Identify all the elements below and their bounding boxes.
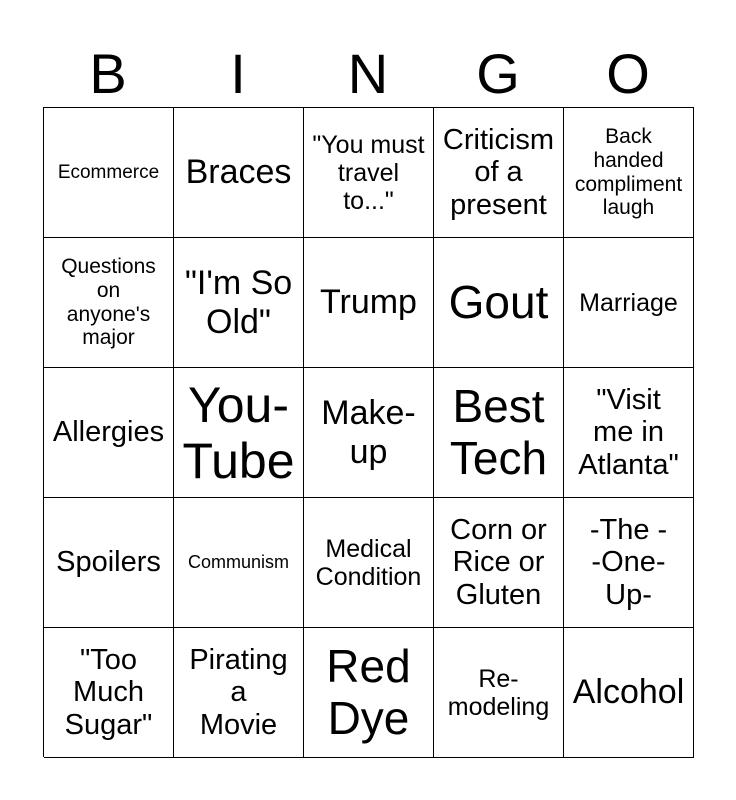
cell-label: "I'm So Old" <box>184 264 293 341</box>
bingo-cell[interactable] <box>434 368 564 498</box>
cell-label: Back handed compliment laugh <box>574 125 683 220</box>
cell-label: Communism <box>187 552 289 573</box>
bingo-cell[interactable] <box>304 108 434 238</box>
cell-label: Marriage <box>579 288 678 317</box>
cell-label: Make- up <box>321 394 416 471</box>
bingo-board <box>43 107 694 757</box>
bingo-cell[interactable] <box>434 108 564 238</box>
bingo-cell[interactable] <box>44 498 174 628</box>
cell-label: Alcohol <box>572 673 685 712</box>
bingo-cell[interactable] <box>304 368 434 498</box>
bingo-cell[interactable] <box>564 498 694 628</box>
bingo-cell[interactable] <box>434 498 564 628</box>
bingo-cell[interactable] <box>174 108 304 238</box>
bingo-cell[interactable] <box>434 238 564 368</box>
bingo-cell[interactable] <box>564 238 694 368</box>
bingo-header <box>43 40 693 108</box>
bingo-cell[interactable] <box>174 628 304 758</box>
header-letter-n: N <box>347 42 389 105</box>
header-letter-i: I <box>230 42 246 105</box>
cell-label: Braces <box>185 153 292 192</box>
cell-label: Best Tech <box>449 379 548 484</box>
cell-label: Corn or Rice or Gluten <box>450 513 547 611</box>
cell-label: Criticism of a present <box>442 123 555 221</box>
bingo-cell[interactable] <box>304 628 434 758</box>
cell-label: "Too Much Sugar" <box>64 643 153 741</box>
header-letter-b: B <box>89 42 127 105</box>
bingo-cell[interactable] <box>174 368 304 498</box>
cell-label: Ecommerce <box>57 161 160 183</box>
bingo-cell[interactable] <box>44 238 174 368</box>
cell-label: "You must travel to..." <box>312 130 425 215</box>
header-letter-g: G <box>476 42 520 105</box>
cell-label: "Visit me in Atlanta" <box>578 383 679 481</box>
bingo-cell[interactable] <box>174 238 304 368</box>
bingo-cell[interactable] <box>44 628 174 758</box>
bingo-cell[interactable] <box>304 238 434 368</box>
cell-label: Red Dye <box>326 639 411 744</box>
bingo-cell[interactable] <box>564 368 694 498</box>
bingo-cell[interactable] <box>304 498 434 628</box>
bingo-cell[interactable] <box>174 498 304 628</box>
bingo-cell[interactable] <box>564 108 694 238</box>
cell-label: Pirating a Movie <box>189 643 288 741</box>
cell-label: Questions on anyone's major <box>61 255 156 350</box>
cell-label: Spoilers <box>56 546 161 579</box>
cell-label: You- Tube <box>182 376 295 489</box>
cell-label: Re- modeling <box>447 664 550 721</box>
bingo-cell[interactable] <box>44 108 174 238</box>
header-letter-o: O <box>606 42 650 105</box>
cell-label: Trump <box>320 283 417 322</box>
bingo-cell[interactable] <box>434 628 564 758</box>
bingo-cell[interactable] <box>44 368 174 498</box>
bingo-cell[interactable] <box>564 628 694 758</box>
cell-label: Allergies <box>52 416 165 449</box>
cell-label: Medical Condition <box>315 534 422 591</box>
cell-label: Gout <box>448 275 549 328</box>
cell-label: -The - -One- Up- <box>589 513 668 611</box>
